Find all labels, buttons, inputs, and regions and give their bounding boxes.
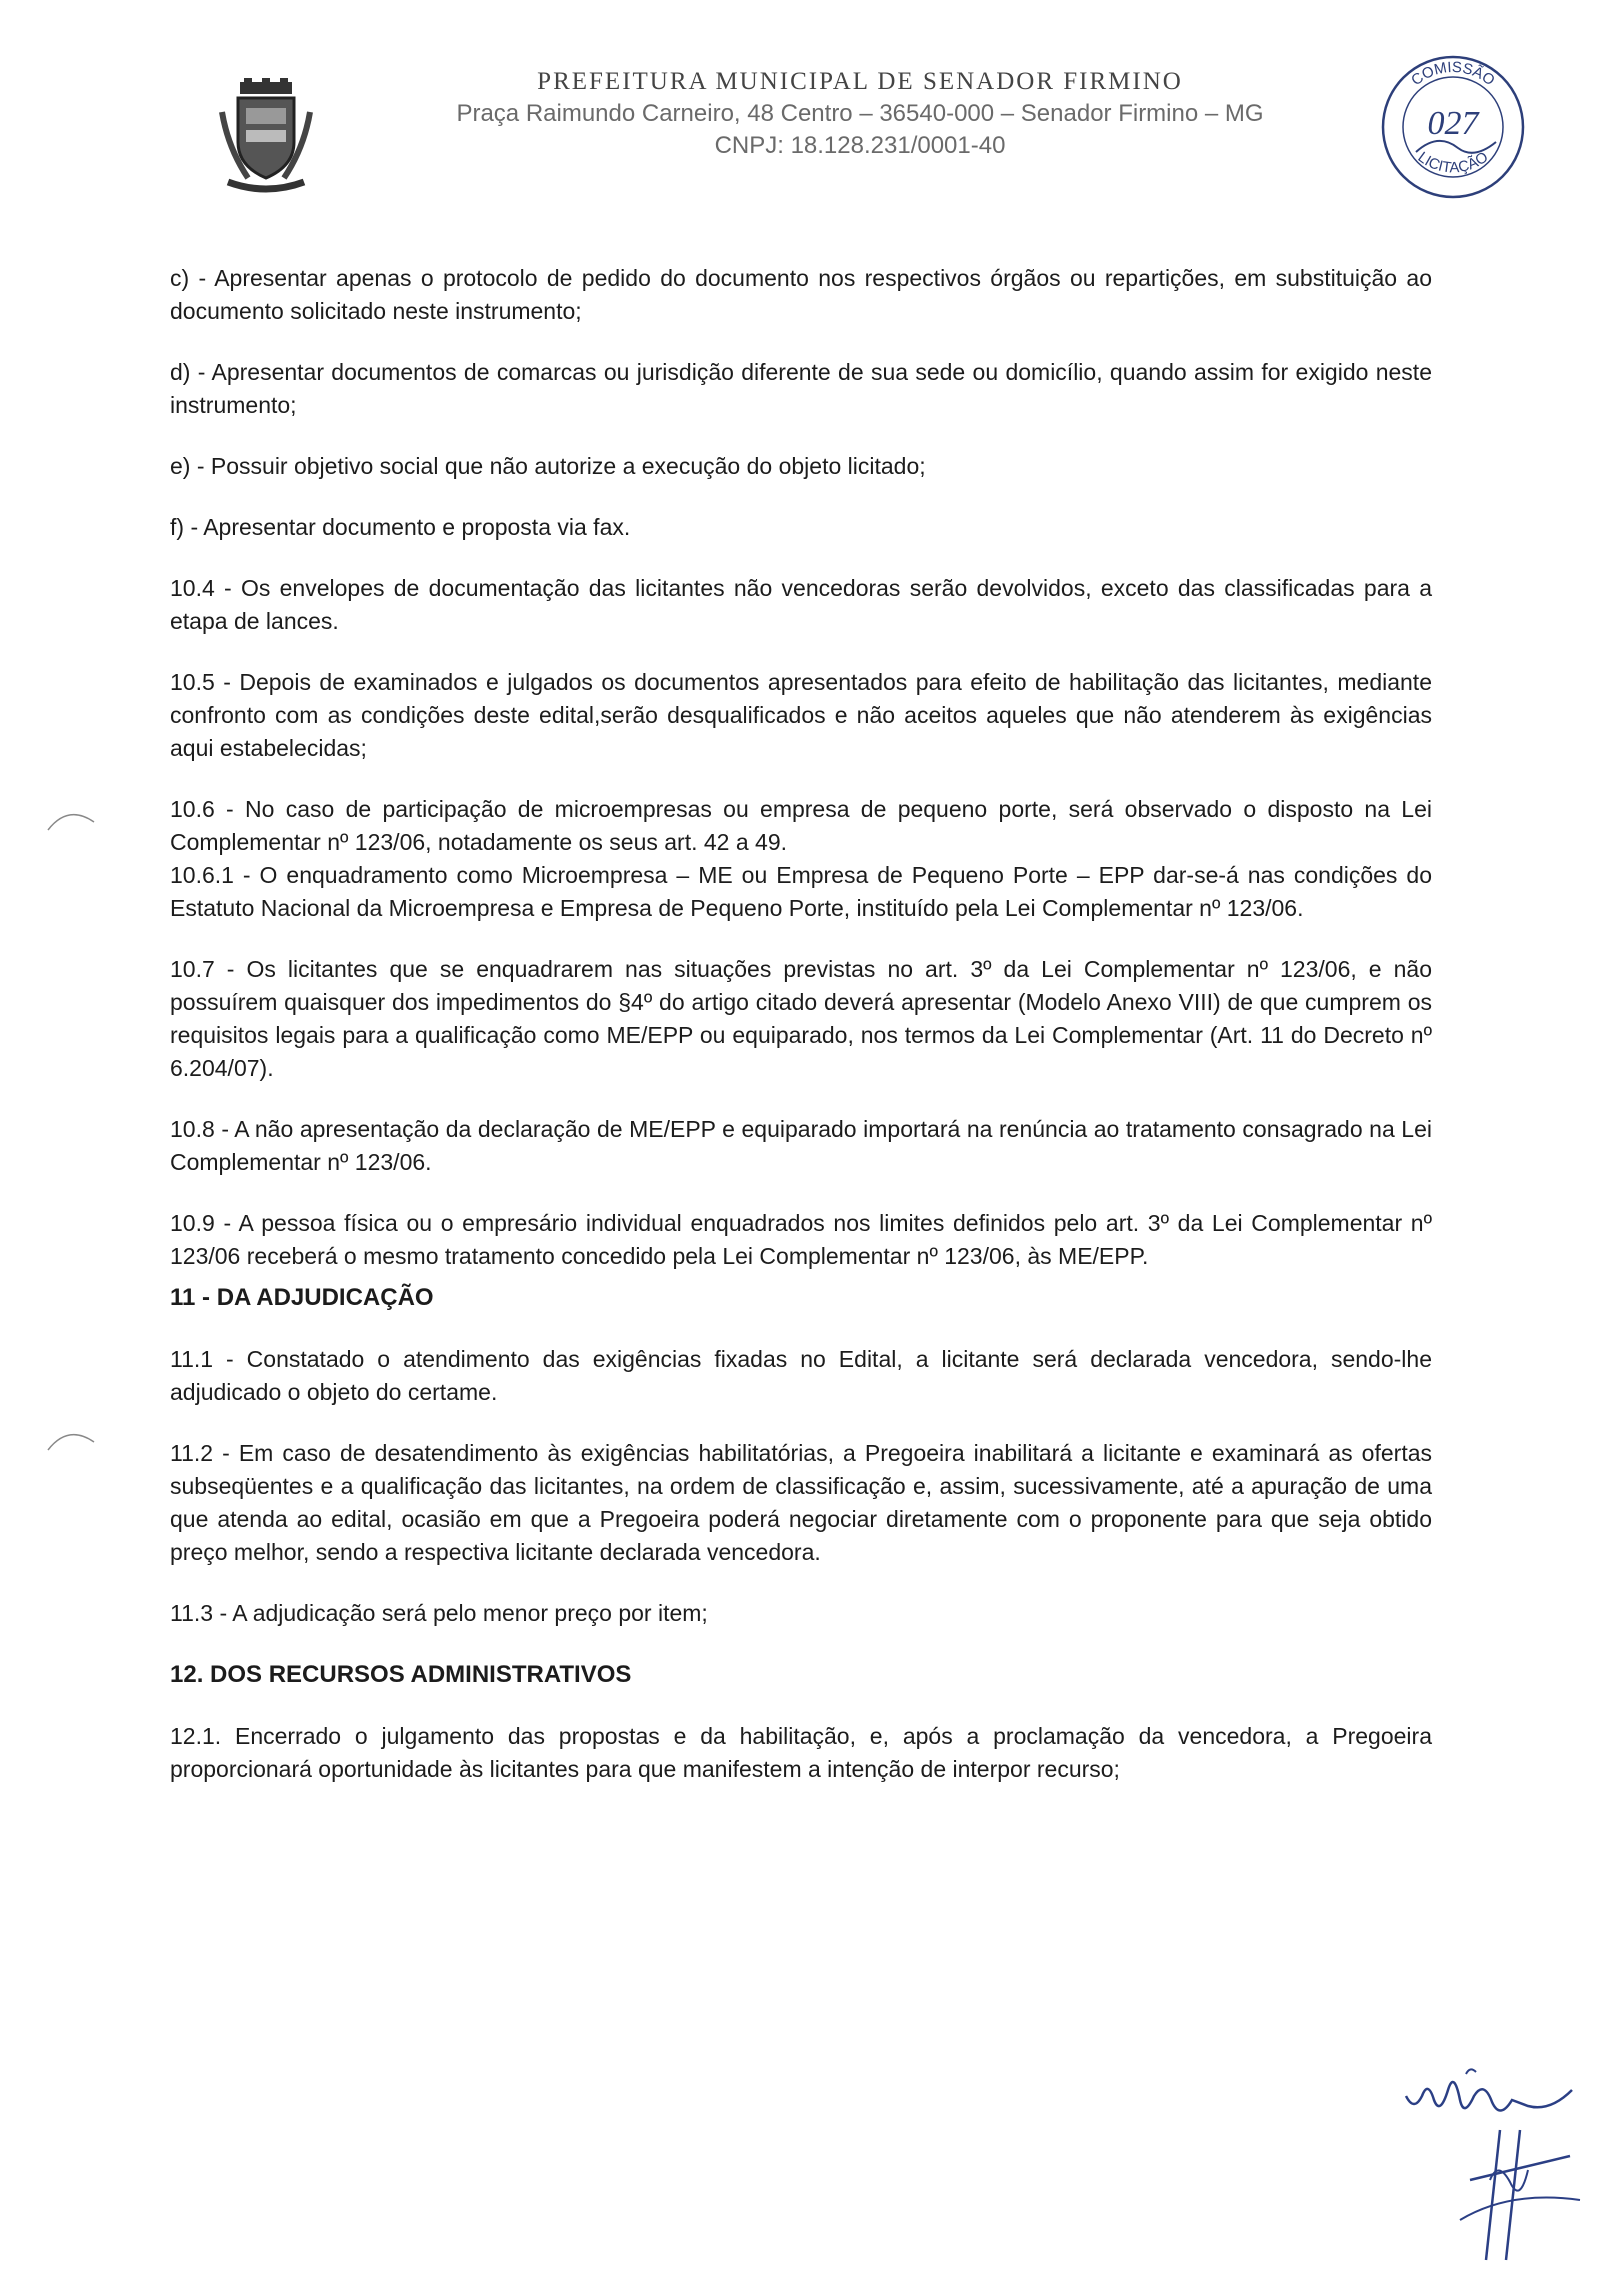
clause-12-1: 12.1. Encerrado o julgamento das propostas e da habilitação, e, após a proclamação da vencedora, a Pregoeira proporcionará oportunidade às licitantes para que manifestem a intenção de interpor recurso; xyxy=(170,1723,1432,1782)
section-12-heading: 12. DOS RECURSOS ADMINISTRATIVOS xyxy=(170,1661,632,1688)
commission-stamp xyxy=(1378,52,1528,202)
margin-mark xyxy=(44,800,104,840)
clause-11-2: 11.2 - Em caso de desatendimento às exigências habilitatórias, a Pregoeira inabilitará a licitante e examinará as ofertas subseqüentes e a qualificação das licitantes, na ordem de classificação e, assim, sucessivamente, até a apuração de uma que atenda ao edital, ocasião em que a Pregoeira poderá negociar diretamente com o proponente para que seja obtido preço melhor, sendo a respectiva licitante declarada vencedora. xyxy=(170,1440,1432,1565)
clause-10-7: 10.7 - Os licitantes que se enquadrarem nas situações previstas no art. 3º da Lei Complementar nº 123/06, e não possuírem quaisquer dos impedimentos do §4º do artigo citado deverá apresentar (Modelo Anexo VIII) de que cumprem os requisitos legais para a qualificação como ME/EPP ou equiparado, nos termos da Lei Complementar (Art. 11 do Decreto nº 6.204/07). xyxy=(170,956,1432,1081)
clause-11-3: 11.3 - A adjudicação será pelo menor preço por item; xyxy=(170,1600,708,1626)
item-c: c) - Apresentar apenas o protocolo de pedido do documento nos respectivos órgãos ou repartições, em substituição ao documento solicitado neste instrumento; xyxy=(170,265,1432,324)
municipal-crest-icon xyxy=(218,78,314,196)
clause-11-1: 11.1 - Constatado o atendimento das exigências fixadas no Edital, a licitante será declarada vencedora, sendo-lhe adjudicado o objeto do certame. xyxy=(170,1346,1432,1405)
stamp-bottom-text: LICITAÇÃO xyxy=(1414,148,1492,177)
clause-10-5: 10.5 - Depois de examinados e julgados os documentos apresentados para efeito de habilitação das licitantes, mediante confronto com as condições deste edital,serão desqualificados e não aceitos aqueles que não atenderem às exigências aqui estabelecidas; xyxy=(170,669,1432,761)
clause-10-9: 10.9 - A pessoa física ou o empresário individual enquadrados nos limites definidos pelo art. 3º da Lei Complementar nº 123/06 receberá o mesmo tratamento concedido pela Lei Complementar nº 123/06, às ME/EPP. xyxy=(170,1210,1432,1269)
letterhead-cnpj: CNPJ: 18.128.231/0001-40 xyxy=(714,132,1006,159)
section-11-heading: 11 - DA ADJUDICAÇÃO xyxy=(170,1284,434,1311)
signature-rubric xyxy=(1440,2120,1590,2270)
item-d: d) - Apresentar documentos de comarcas ou jurisdição diferente de sua sede ou domicílio, quando assim for exigido neste instrumento; xyxy=(170,359,1432,418)
letterhead-address: Praça Raimundo Carneiro, 48 Centro – 36540-000 – Senador Firmino – MG xyxy=(456,100,1264,127)
clause-10-6-1: 10.6.1 - O enquadramento como Microempresa – ME ou Empresa de Pequeno Porte – EPP dar-se-á nas condições do Estatuto Nacional da Microempresa e Empresa de Pequeno Porte, instituído pela Lei Complementar nº 123/06. xyxy=(170,862,1432,921)
document-body xyxy=(170,262,1432,1786)
stamp-number: 027 xyxy=(1427,105,1479,142)
item-e: e) - Possuir objetivo social que não autorize a execução do objeto licitado; xyxy=(170,453,926,479)
svg-text:LICITAÇÃO xyxy=(1415,149,1492,177)
margin-mark xyxy=(44,1420,104,1460)
letterhead xyxy=(380,68,1340,160)
clause-10-8: 10.8 - A não apresentação da declaração de ME/EPP e equiparado importará na renúncia ao tratamento consagrado na Lei Complementar nº 123/06. xyxy=(170,1116,1432,1175)
letterhead-title: PREFEITURA MUNICIPAL DE SENADOR FIRMINO xyxy=(537,68,1183,95)
clause-10-4: 10.4 - Os envelopes de documentação das licitantes não vencedoras serão devolvidos, exceto das classificadas para a etapa de lances. xyxy=(170,575,1432,634)
item-f: f) - Apresentar documento e proposta via fax. xyxy=(170,514,631,540)
clause-10-6: 10.6 - No caso de participação de microempresas ou empresa de pequeno porte, será observado o disposto na Lei Complementar nº 123/06, notadamente os seus art. 42 a 49. xyxy=(170,796,1432,855)
stamp-top-text: COMISSÃO xyxy=(1408,58,1498,90)
